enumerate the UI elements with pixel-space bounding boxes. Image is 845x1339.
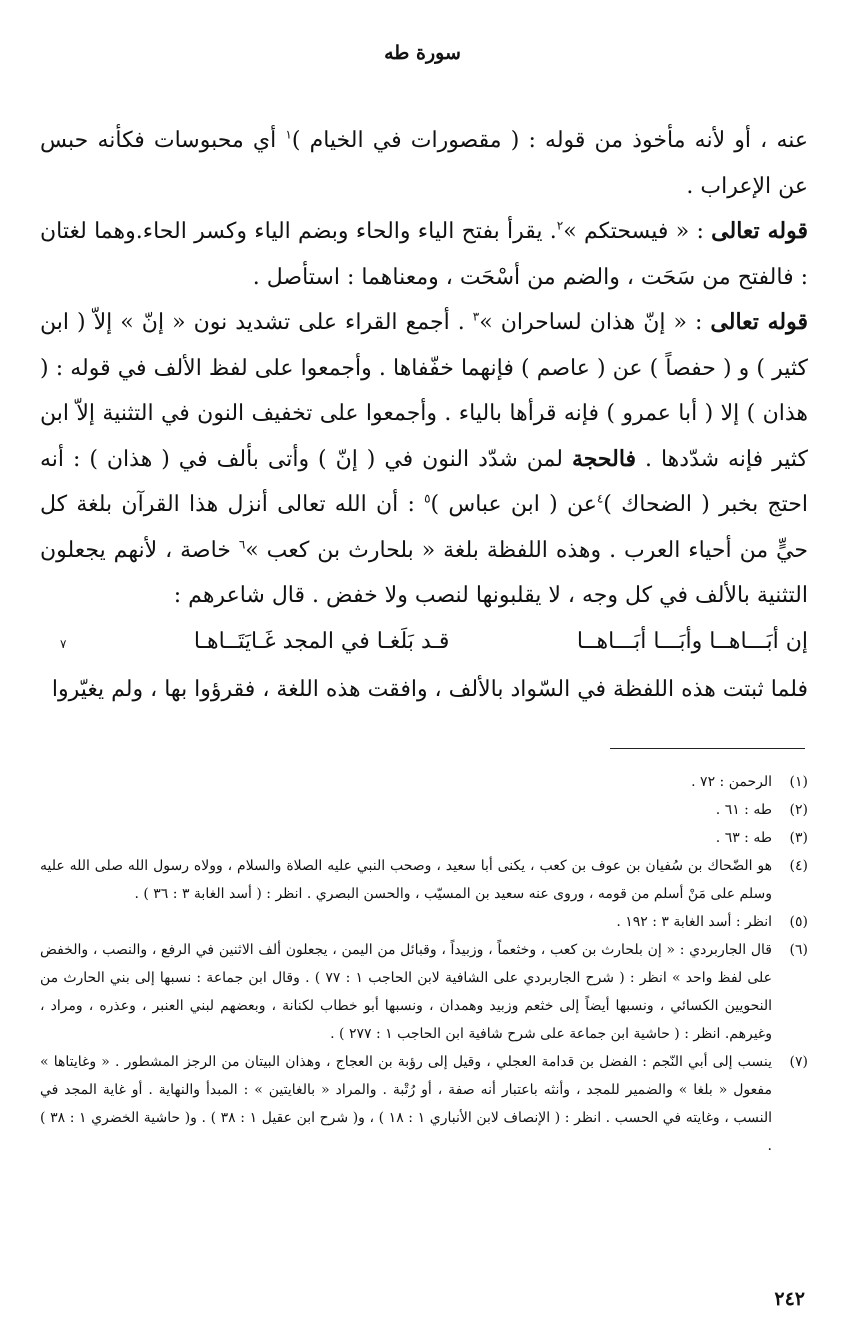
main-text <box>40 118 808 713</box>
keyword: فالحجة <box>571 445 637 472</box>
footnote-number: (٧) <box>789 1054 808 1070</box>
footnote-ref[interactable]: ٥ <box>424 491 431 506</box>
footnotes <box>40 768 808 1160</box>
keyword: قوله تعالى <box>710 309 808 335</box>
footnote-number: (٤) <box>789 858 808 874</box>
footnote-ref[interactable]: ١ <box>285 127 292 142</box>
footnote-divider <box>610 748 805 749</box>
footnote-ref[interactable]: ٦ <box>238 537 246 552</box>
footnote-text: الرحمن : ٧٢ . <box>691 774 772 790</box>
keyword: قوله تعالى <box>711 218 808 244</box>
footnote <box>40 1048 808 1160</box>
footnote <box>40 852 808 908</box>
footnote-ref[interactable]: ٢ <box>556 218 564 233</box>
paragraph-4: فلما ثبتت هذه اللفظة في السّواد بالألف ، وافقت هذه اللغة ، فقرؤوا بها ، ولم يغيّروا <box>51 677 808 702</box>
footnote-text: هو الضّحاك بن سُفيان بن عوف بن كعب ، يكنى أبا سعيد ، وصحب النبي عليه الصلاة والسلام ، وولاه رسول الله صلى الله عليه وسلم على مَنْ أسلم من قومه ، وروى عنه سعيد بن المسيّب ، والحسن البصري . انظر : ( أسد الغابة ٣ : ٣٦ ) . <box>40 858 772 902</box>
verse-first-half: إن أبَـــاهــا وأبَـــا أبَـــاهــا <box>576 628 808 654</box>
paragraph-3: قوله تعالى : « إنّ هذان لساحران »$^٣$ . أجمع القراء على تشديد نون « إنّ » إلاّ ( ابن كثير ) و ( حفصاً ) عن ( عاصم ) فإنهما خفّفاها . وأجمعوا على لفظ الألف في قوله : ( هذان ) إلا ( أبا عمرو ) فإنه قرأها بالياء . وأجمعوا على تخفيف النون في التثنية إلاّ ابن كثير فإنه شدّدها . فالحجة لمن شدّد النون في ( إنّ ) وأتى بألف في ( هذان ) : أنه احتج بخبر ( الضحاك )$^٤$عن ( ابن عباس )$^٥$ : أن الله تعالى أنزل هذا القرآن بلغة كل حيٍّ من أحياء العرب . وهذه اللفظة بلغة « بلحارث بن كعب »$^٦$ خاصة ، لأنهم يجعلون التثنية بالألف في كل وجه ، لا يقلبونها لنصب ولا خفض . قال شاعرهم : <box>40 309 809 608</box>
footnote-ref[interactable]: ٧ <box>60 636 67 651</box>
paragraph-2: قوله تعالى : « فيسحتكم »$^٢$. يقرأ بفتح الياء والحاء وبضم الياء وكسر الحاء.وهما لغتان : فالفتح من سَحَت ، والضم من أسْحَت ، ومعناهما : استأصل . <box>40 218 808 290</box>
footnote-text: طه : ٦١ . <box>715 802 772 818</box>
footnote-number: (١) <box>789 774 808 790</box>
poem-verse <box>40 619 808 668</box>
footnote-ref[interactable]: ٣ <box>472 309 480 324</box>
footnote <box>40 796 808 824</box>
footnote-text: طه : ٦٣ . <box>715 830 772 846</box>
footnote-text: قال الجاربردي : « إن بلحارث بن كعب ، وخثعماً ، وزبيداً ، وقبائل من اليمن ، يجعلون ألف الاثنين في الرفع ، والنصب ، والخفض على لفظ واحد » انظر : ( شرح الجاربردي على الشافية لابن الحاجب ١ : ٧٧ ) . وقال ابن جماعة : نسبها إلى بني الحارث من النحويين الكسائي ، ونسبها أيضاً إلى خثعم وزبيد وهمدان ، ونسبها أبو خطاب لكنانة ، وبعضهم لبني العنبر ، وعذره ، ومراد ، وغيرهم. انظر : ( حاشية ابن جماعة على شرح شافية ابن الحاجب ١ : ٢٧٧ ) . <box>40 942 773 1042</box>
page-header: سورة طه <box>384 42 461 64</box>
footnote <box>40 908 808 936</box>
footnote <box>40 768 808 796</box>
footnote-number: (٣) <box>789 830 808 846</box>
footnote-ref[interactable]: ٤ <box>596 491 604 506</box>
verse-second-half: قـد بَلَغـا في المجد غَـايَتَــاهـا <box>193 628 450 654</box>
footnote-number: (٦) <box>789 942 808 958</box>
footnote-number: (٥) <box>789 914 808 930</box>
footnote-text: ينسب إلى أبي النّجم : الفضل بن قدامة العجلي ، وقيل إلى رؤبة بن العجاج ، وهذان البيتان من الرجز المشطور . « وغايتاها » مفعول « بلغا » والضمير للمجد ، وأنثه باعتبار أنه صفة ، أو رُتْبة . والمراد « بالغايتين » : المبدأ والنهاية . أو غاية المجد في النسب ، وغايته في الحسب . انظر : ( الإنصاف لابن الأنباري ١ : ١٨ ) ، و( شرح ابن عقيل ١ : ٣٨ ) . و( حاشية الخضري ١ : ٣٨ ) . <box>40 1054 772 1154</box>
footnote <box>40 936 808 1048</box>
footnote <box>40 824 808 852</box>
footnote-number: (٢) <box>789 802 808 818</box>
footnote-text: انظر : أسد الغابة ٣ : ١٩٢ . <box>616 914 772 930</box>
page-number: ٢٤٢ <box>774 1288 805 1310</box>
paragraph-1: عنه ، أو لأنه مأخوذ من قوله : ( مقصورات في الخيام )$^١$ أي محبوسات فكأنه حبس عن الإعراب . <box>40 127 809 199</box>
